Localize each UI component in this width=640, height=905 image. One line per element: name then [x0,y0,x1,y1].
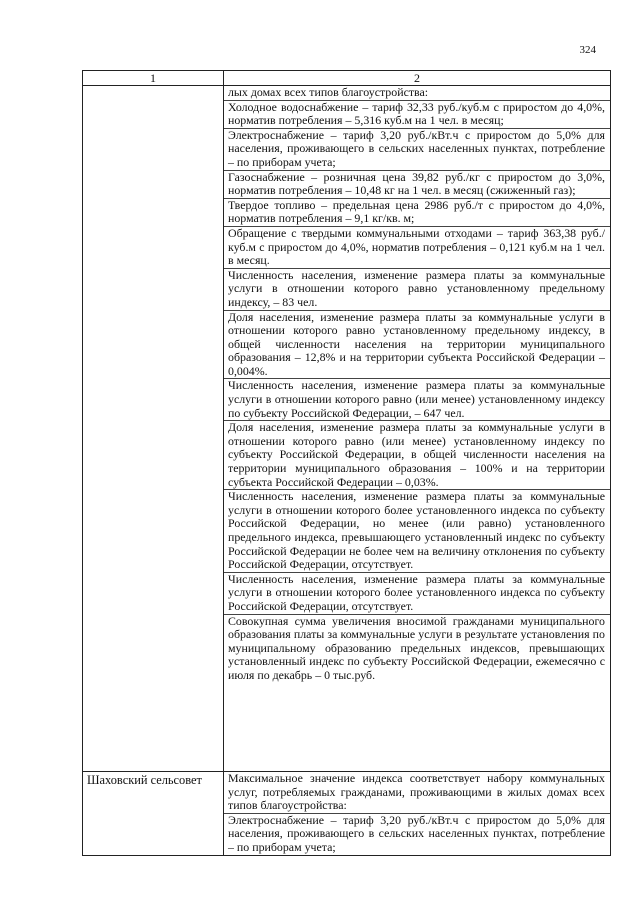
table-row [83,772,611,856]
table-row [83,86,611,772]
table-header-row [83,71,611,86]
paragraph: Максимальное значение индекса соответствует набору коммунальных услуг, потребляемых гражданами, проживающими в жилых домах всех типов благоустройства: [224,772,610,814]
paragraph: лых домах всех типов благоустройства: [224,86,610,101]
paragraph: Газоснабжение – розничная цена 39,82 руб./кг с приростом до 3,0%, норматив потребления – 10,48 кг на 1 чел. в месяц (сжиженный газ); [224,171,610,199]
paragraph: Твердое топливо – предельная цена 2986 руб./т с приростом до 4,0%, норматив потребления – 9,1 кг/кв. м; [224,199,610,227]
paragraph: Холодное водоснабжение – тариф 32,33 руб./куб.м с приростом до 4,0%, норматив потребления – 5,316 куб.м на 1 чел. в месяц; [224,101,610,129]
paragraph: Совокупная сумма увеличения вносимой гражданами муниципального образования платы за коммунальные услуги в результате установления по муниципальному образованию предельных индексов, превышающих установленный индекс по субъекту Российской Федерации, ежемесячно с июля по декабрь – 0 тыс.руб. [228,613,605,682]
paragraph: Численность населения, изменение размера платы за коммунальные услуги в отношении которого более установленного индекса по субъекту Российской Федерации, но менее (или равно) установленного предельного индекса, превышающего установленный индекс по субъекту Российской Федерации не более чем на величину отклонения по субъекту Российской Федерации, отсутствует. [224,490,610,573]
column-header-2: 2 [224,71,611,86]
description-cell [224,772,611,856]
paragraph: Численность населения, изменение размера платы за коммунальные услуги в отношении которого равно установленному предельному индексу, – 83 чел. [224,269,610,311]
paragraph: Доля населения, изменение размера платы за коммунальные услуги в отношении которого равно установленному предельному индексу, в общей численности населения на территории муниципального образования – 12,8% и на территории субъекта Российской Федерации – 0,004%. [224,311,610,380]
region-cell: Шаховский сельсовет [83,772,224,856]
region-cell [83,86,224,772]
column-header-1: 1 [83,71,224,86]
paragraph: Электроснабжение – тариф 3,20 руб./кВт.ч с приростом до 5,0% для населения, проживающего в сельских населенных пунктах, потребление – по приборам учета; [228,812,605,854]
paragraph: Численность населения, изменение размера платы за коммунальные услуги в отношении которого более установленного индекса по субъекту Российской Федерации, отсутствует. [224,573,610,615]
paragraph: Численность населения, изменение размера платы за коммунальные услуги в отношении которого равно (или менее) установленному индексу по субъекту Российской Федерации, – 647 чел. [224,379,610,421]
tariff-table [82,70,611,856]
description-cell [224,86,611,772]
paragraph: Обращение с твердыми коммунальными отходами – тариф 363,38 руб./куб.м с приростом до 4,0%, норматив потребления – 0,121 куб.м на 1 чел. в месяц. [224,227,610,269]
paragraph: Доля населения, изменение размера платы за коммунальные услуги в отношении которого равно (или менее) установленному индексу по субъекту Российской Федерации, в общей численности населения на территории муниципального образования – 100% и на территории субъекта Российской Федерации – 0,03%. [224,421,610,490]
page-number: 324 [579,44,596,56]
paragraph: Электроснабжение – тариф 3,20 руб./кВт.ч с приростом до 5,0% для населения, проживающего в сельских населенных пунктах, потребление – по приборам учета; [224,129,610,171]
